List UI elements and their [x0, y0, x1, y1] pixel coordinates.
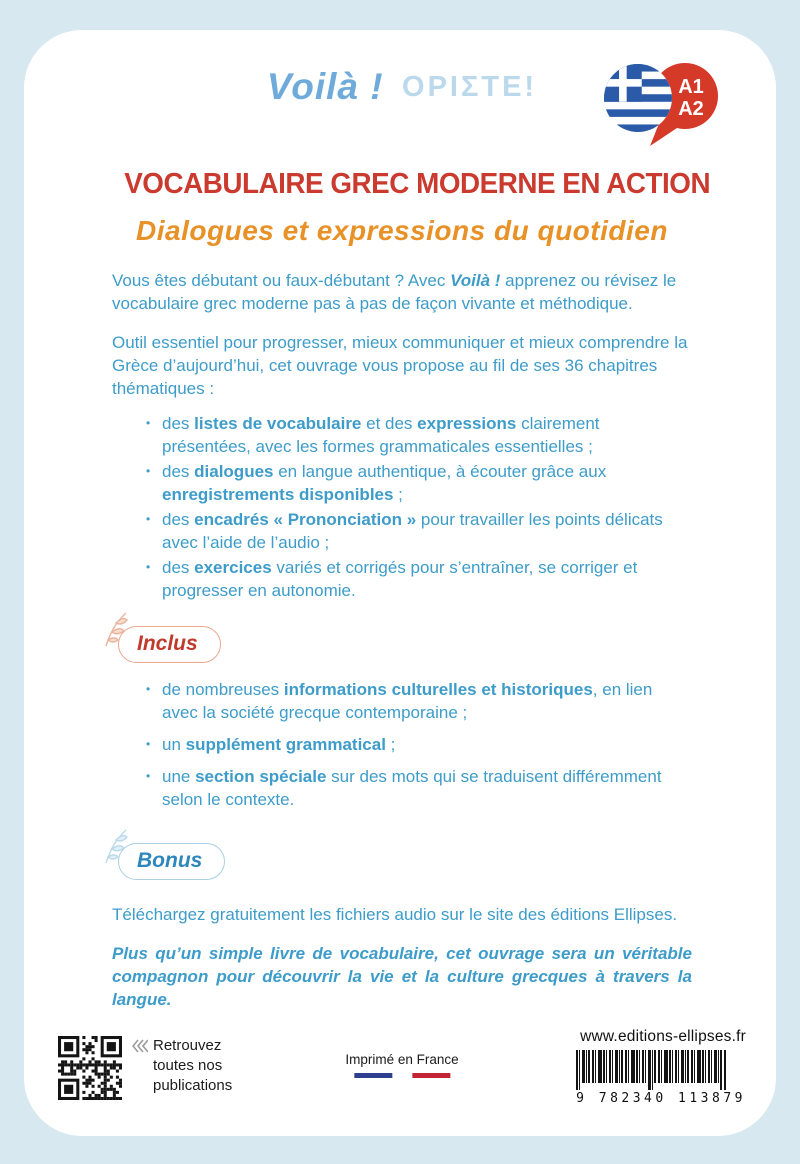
inclus-badge: Inclus	[118, 626, 221, 663]
intro-paragraph-2: Outil essentiel pour progresser, mieux communiquer et mieux comprendre la Grèce d’aujourd’hui, cet ouvrage vous propose au fil de ses 36 chapitres thématiques :	[112, 333, 688, 398]
feature-item: • des exercices variés et corrigés pour s’entraîner, se corriger et progresser en autonomie.	[146, 556, 692, 602]
level-a1: A1	[678, 76, 704, 98]
cover-content	[24, 30, 776, 1011]
qr-caption-line: toutes nos	[153, 1057, 223, 1074]
inclus-item: • de nombreuses informations culturelles et historiques, en lien avec la société grecque contemporaine ;	[146, 678, 692, 724]
printed-label: Imprimé en France	[345, 1052, 459, 1067]
level-a2: A2	[678, 98, 704, 120]
footer	[58, 1028, 746, 1112]
feature-item: • des dialogues en langue authentique, à écouter grâce aux enregistrements disponibles ;	[146, 460, 692, 506]
qr-caption-lines	[153, 1036, 232, 1100]
chevrons-icon	[132, 1039, 148, 1053]
inclus-item: • une section spéciale sur des mots qui se traduisent différemment selon le contexte.	[146, 765, 692, 811]
website-link[interactable]: www.editions-ellipses.fr	[580, 1028, 746, 1045]
level-badge	[604, 60, 720, 152]
body-text	[112, 269, 692, 1011]
france-flag-red	[412, 1073, 450, 1078]
qr-caption-line: publications	[153, 1077, 233, 1094]
page-subtitle: Dialogues et expressions du quotidien	[136, 215, 668, 246]
inclus-list	[112, 678, 692, 811]
subtitle-wrap	[112, 215, 692, 247]
brand-oriste: ΟΡΙΣΤΕ!	[402, 70, 538, 103]
inclus-badge-row	[112, 624, 692, 666]
barcode	[576, 1050, 746, 1106]
qr-block	[58, 1036, 232, 1100]
france-flag-icon	[345, 1073, 458, 1078]
feature-item: • des listes de vocabulaire et des expressions clairement présentées, avec les formes grammaticales essentielles ;	[146, 412, 692, 458]
qr-caption-line: Retrouvez	[153, 1037, 222, 1054]
page-title: VOCABULAIRE GREC MODERNE EN ACTION	[124, 168, 711, 200]
intro-paragraph-1: Vous êtes débutant ou faux-débutant ? Avec Voilà ! apprenez ou révisez le vocabulaire grec moderne pas à pas de façon vivante et méthodique.	[112, 271, 677, 313]
features-list	[112, 412, 692, 602]
bonus-badge: Bonus	[118, 843, 225, 880]
bonus-badge-row	[112, 841, 692, 883]
bonus-text: Téléchargez gratuitement les fichiers audio sur le site des éditions Ellipses.	[112, 905, 678, 924]
cover-card	[24, 30, 776, 1136]
isbn-block	[576, 1028, 746, 1107]
feature-item: • des encadrés « Prononciation » pour travailler les points délicats avec l’aide de l’audio ;	[146, 508, 692, 554]
qr-caption	[132, 1036, 232, 1100]
france-flag-blue	[354, 1073, 392, 1078]
brand-row	[112, 66, 704, 152]
barcode-bars	[576, 1050, 746, 1090]
printed-in-france	[345, 1052, 458, 1078]
greek-flag-icon	[604, 64, 672, 132]
isbn-digits: 9 782340 113879	[576, 1091, 746, 1106]
inclus-item: • un supplément grammatical ;	[146, 733, 692, 756]
brand-voila: Voilà !	[266, 66, 384, 107]
title-wrap	[112, 168, 711, 201]
closing-paragraph: Plus qu’un simple livre de vocabulaire, cet ouvrage sera un véritable compagnon pour découvrir la vie et la culture grecques à travers la langue.	[112, 944, 692, 1009]
qr-code[interactable]	[58, 1036, 122, 1100]
